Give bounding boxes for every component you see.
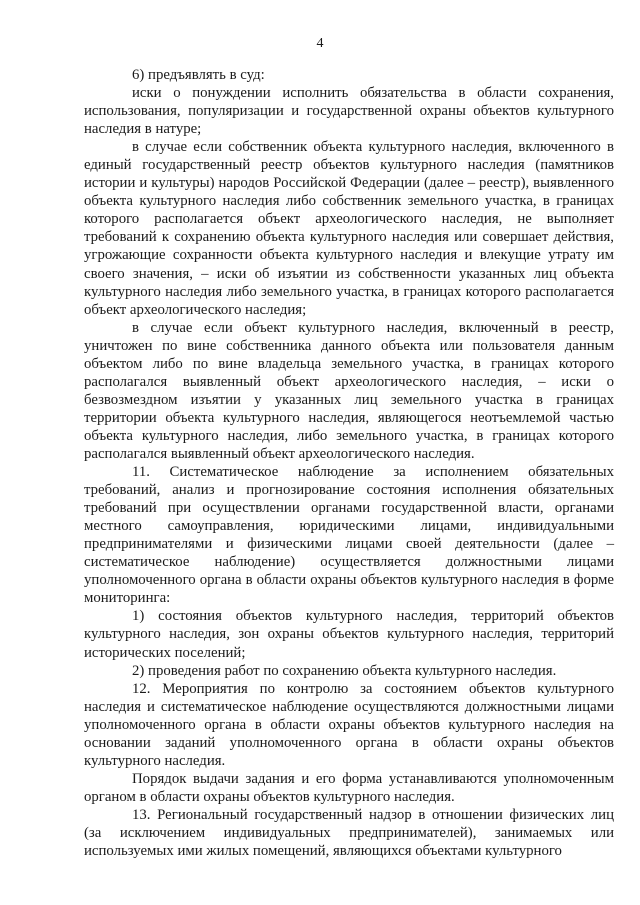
paragraph-claim-seizure: в случае если собственник объекта культурного наследия, включенного в единый государственный реестр объектов культурного наследия (памятников истории и культуры) народов Российской Федерации (далее – реестр), выявленного объекта культурного наследия либо собственник земельного участка, в границах которого располагается объект археологического наследия, не выполняет требований к сохранению объекта культурного наследия или совершает действия, угрожающие сохранности объекта культурного наследия и влекущие утрату им своего значения, – иски об изъятии из собственности указанных лиц объекта культурного наследия либо земельного участка, в границах которого располагается объект археологического наследия;: [84, 139, 614, 318]
paragraph-claim-destroyed: в случае если объект культурного наследия, включенный в реестр, уничтожен по вине собственника данного объекта или пользователя данным объектом либо по вине владельца земельного участка, в границах которого располагался выявленный объект археологического наследия, – иски о безвозмездном изъятии у указанных лиц земельного участка в границах территории объекта культурного наследия, являющегося неотъемлемой частью объекта культурного наследия, либо земельного участка, в границах которого располагался выявленный объект археологического наследия.: [84, 319, 614, 462]
page-number: 4: [316, 36, 324, 51]
paragraph-12-measures: 12. Мероприятия по контролю за состоянием объектов культурного наследия и систематическое наблюдение осуществляются должностными лицами уполномоченного органа в области охраны объектов культурного наследия на основании заданий уполномоченного органа в области охраны объектов культурного наследия.: [84, 680, 614, 769]
paragraph-claim-obligations: иски о понуждении исполнить обязательства в области сохранения, использования, популяризации и государственной охраны объектов культурного наследия в натуре;: [84, 85, 614, 138]
paragraph-11-item-2: 2) проведения работ по сохранению объекта культурного наследия.: [132, 662, 557, 679]
paragraph-13-supervision: 13. Региональный государственный надзор в отношении физических лиц (за исключением индивидуальных предпринимателей), занимаемых или используемых ими жилых помещений, являющихся объектами культурного: [84, 806, 614, 860]
paragraph-11-monitoring: 11. Систематическое наблюдение за исполнением обязательных требований, анализ и прогнозирование состояния исполнения обязательных требований при осуществлении органами государственной власти, органами местного самоуправления, юридическими лицами, индивидуальными предпринимателями и физическими лицами своей деятельности (далее – систематическое наблюдение) осуществляется должностными лицами уполномоченного органа в области охраны объектов культурного наследия в форме мониторинга:: [84, 464, 614, 607]
paragraph-12-order: Порядок выдачи задания и его форма устанавливаются уполномоченным органом в области охраны объектов культурного наследия.: [84, 770, 614, 805]
paragraph-6-header: 6) предъявлять в суд:: [132, 67, 265, 83]
paragraph-11-item-1: 1) состояния объектов культурного наследия, территорий объектов культурного наследия, зон охраны объектов культурного наследия, территорий исторических поселений;: [84, 608, 614, 661]
document-body: [84, 66, 614, 860]
